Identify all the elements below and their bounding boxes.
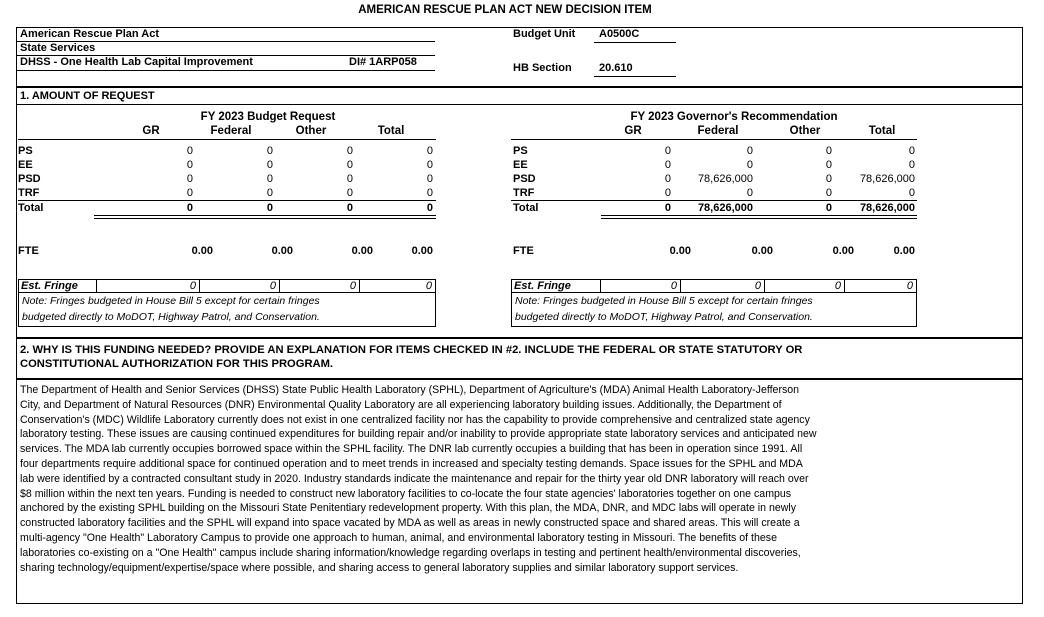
left-psd-other: 0	[346, 173, 353, 185]
explanation-line: Conservation's (MDC) Wildlife Laboratory currently does not exist in one centralized facility nor has the capability to provide comprehensive and centralized state agency	[20, 413, 810, 426]
right-ee-other: 0	[825, 159, 832, 171]
row-label-ps: PS	[18, 145, 33, 157]
left-psd-total: 0	[426, 173, 433, 185]
left-fringe-total: 0	[359, 280, 435, 292]
left-trf-federal: 0	[266, 187, 273, 199]
explanation-line: multi-agency "One Health" Laboratory Campus to provide one approach to human, animal, and environmental laboratory testing in Missouri. The benefits of these	[20, 531, 777, 544]
left-total-gr: 0	[186, 202, 193, 214]
right-ps-other: 0	[825, 145, 832, 157]
right-col-other: Other	[789, 125, 821, 137]
right-ee-total: 0	[908, 159, 915, 171]
fte-label-left: FTE	[18, 245, 39, 257]
row-label-trf: TRF	[18, 187, 40, 199]
right-ps-federal: 0	[746, 145, 753, 157]
right-row-label-total: Total	[513, 202, 539, 214]
decision-item-number: DI# 1ARP058	[349, 56, 417, 68]
right-ps-total: 0	[908, 145, 915, 157]
left-fte-total: 0.00	[411, 245, 433, 257]
funding-question-section	[16, 338, 1023, 379]
left-total-federal: 0	[266, 202, 273, 214]
right-trf-federal: 0	[746, 187, 753, 199]
right-col-total: Total	[868, 125, 896, 137]
explanation-line: laboratory testing. These issues are causing continued expenditures for building repair and/or inability to provide appropriate state laboratory services and anticipated new	[20, 428, 817, 441]
explanation-line: anchored by the existing SPHL building on the Missouri State Penitentiary redevelopment property. With this plan, the MDA, DNR, and MDC labs will operate in newly	[20, 502, 797, 515]
right-ee-federal: 0	[746, 159, 753, 171]
right-psd-federal: 78,626,000	[697, 173, 753, 185]
budget-unit-value: A0500C	[599, 28, 640, 40]
right-fringe-row	[511, 279, 917, 293]
explanation-line: $8 million within the next ten years. Funding is needed to construct new laboratory facilities to co-locate the four state agencies' laboratories together on one campus	[20, 487, 792, 500]
right-psd-total: 78,626,000	[859, 173, 915, 185]
page-title: AMERICAN RESCUE PLAN ACT NEW DECISION ITEM	[358, 4, 652, 16]
left-ee-total: 0	[426, 159, 433, 171]
fte-label-right: FTE	[513, 245, 534, 257]
left-col-federal: Federal	[210, 125, 252, 137]
right-fte-total: 0.00	[893, 245, 915, 257]
header-block	[16, 27, 1023, 87]
left-fringe-other: 0	[279, 280, 359, 292]
right-row-label-ps: PS	[513, 145, 528, 157]
left-col-total: Total	[377, 125, 405, 137]
left-trf-total: 0	[426, 187, 433, 199]
left-fringe-gr: 0	[96, 280, 199, 292]
right-trf-gr: 0	[664, 187, 671, 199]
left-psd-gr: 0	[186, 173, 193, 185]
question-line2: CONSTITUTIONAL AUTHORIZATION FOR THIS PROGRAM.	[20, 358, 334, 370]
right-total-federal: 78,626,000	[697, 202, 753, 214]
right-row-label-psd: PSD	[513, 173, 536, 185]
left-note-line2: budgeted directly to MoDOT, Highway Patrol, and Conservation.	[22, 311, 320, 323]
explanation-line: The Department of Health and Senior Services (DHSS) State Public Health Laboratory (SPHL), Department of Agriculture's (MDA) Animal Health Laboratory-Jefferson	[20, 384, 800, 396]
right-col-federal: Federal	[697, 125, 739, 137]
left-fringe-federal: 0	[199, 280, 279, 292]
right-note-line1: Note: Fringes budgeted in House Bill 5 except for certain fringes	[515, 295, 813, 307]
right-fringe-federal: 0	[680, 280, 764, 292]
explanation-line: City, and Department of Natural Resources (DNR) Environmental Quality Laboratory are all experiencing laboratory building issues. Additionally, the Department of	[20, 398, 782, 411]
funding-explanation-section	[16, 379, 1023, 604]
left-note-line1: Note: Fringes budgeted in House Bill 5 except for certain fringes	[22, 295, 320, 307]
right-total-other: 0	[825, 202, 832, 214]
question-line1: 2. WHY IS THIS FUNDING NEEDED? PROVIDE AN EXPLANATION FOR ITEMS CHECKED IN #2. INCLUDE THE FEDERAL OR STATE STATUTORY OR	[20, 344, 803, 356]
right-fringe-other: 0	[764, 280, 844, 292]
budget-unit-label: Budget Unit	[513, 28, 576, 40]
program-name: American Rescue Plan Act	[20, 28, 159, 40]
right-total-gr: 0	[664, 202, 671, 214]
right-trf-other: 0	[825, 187, 832, 199]
left-ps-federal: 0	[266, 145, 273, 157]
right-fte-gr: 0.00	[669, 245, 691, 257]
hb-section-value: 20.610	[599, 62, 633, 74]
left-col-other: Other	[295, 125, 327, 137]
right-psd-other: 0	[825, 173, 832, 185]
right-note-line2: budgeted directly to MoDOT, Highway Patrol, and Conservation.	[515, 311, 813, 323]
right-fringe-gr: 0	[600, 280, 680, 292]
right-fte-federal: 0.00	[751, 245, 773, 257]
left-ee-gr: 0	[186, 159, 193, 171]
explanation-line: laboratories co-existing on a "One Health" campus include sharing information/knowledge regarding overlaps in testing and pertinent health/environmental discoveries,	[20, 546, 801, 559]
amount-of-request-section	[16, 87, 1023, 338]
left-ps-total: 0	[426, 145, 433, 157]
right-trf-total: 0	[908, 187, 915, 199]
right-fringe-note	[511, 293, 917, 327]
funding-question	[20, 343, 992, 371]
right-total-total: 78,626,000	[859, 202, 915, 214]
left-fte-other: 0.00	[351, 245, 373, 257]
left-fringe-note	[18, 293, 436, 327]
left-fringe-row	[18, 279, 436, 293]
explanation-line: services. The MDA lab currently occupies borrowed space within the SPHL facility. The DNR lab currently occupies a building that has been in operation since 1991. All	[20, 443, 803, 456]
right-col-gr: GR	[624, 125, 642, 137]
row-label-psd: PSD	[18, 173, 41, 185]
explanation-line: four departments require additional space for continued operation and to meet trends in increased and specialty testing demands. Space issues for the SPHL and MDA	[20, 457, 803, 470]
left-fte-federal: 0.00	[271, 245, 293, 257]
row-label-total: Total	[18, 202, 44, 214]
left-trf-gr: 0	[186, 187, 193, 199]
hb-section-label: HB Section	[513, 62, 572, 74]
right-row-label-trf: TRF	[513, 187, 535, 199]
left-ps-gr: 0	[186, 145, 193, 157]
left-table-title: FY 2023 Budget Request	[200, 111, 336, 123]
left-total-other: 0	[346, 202, 353, 214]
row-label-ee: EE	[18, 159, 33, 171]
right-ee-gr: 0	[664, 159, 671, 171]
department-name: State Services	[20, 42, 96, 54]
explanation-line: lab were identified by a contracted consultant study in 2020. Industry standards indicate the maintenance and repair for the thirty year old DNR laboratory will reach over	[20, 472, 809, 485]
right-fte-other: 0.00	[832, 245, 854, 257]
left-trf-other: 0	[346, 187, 353, 199]
left-ee-other: 0	[346, 159, 353, 171]
left-col-gr: GR	[142, 125, 160, 137]
left-fte-gr: 0.00	[191, 245, 213, 257]
right-fringe-label: Est. Fringe	[514, 280, 571, 292]
decision-item-name: DHSS - One Health Lab Capital Improvement	[20, 56, 253, 68]
section1-heading: 1. AMOUNT OF REQUEST	[20, 90, 155, 102]
right-psd-gr: 0	[664, 173, 671, 185]
explanation-line: sharing technology/equipment/expertise/space where possible, and sharing access to general laboratory supplies and similar laboratory support services.	[20, 561, 739, 574]
left-ee-federal: 0	[266, 159, 273, 171]
left-ps-other: 0	[346, 145, 353, 157]
funding-explanation-text	[20, 383, 1020, 575]
right-table-title: FY 2023 Governor's Recommendation	[630, 111, 838, 123]
left-total-total: 0	[426, 202, 433, 214]
left-psd-federal: 0	[266, 173, 273, 185]
left-fringe-label: Est. Fringe	[21, 280, 78, 292]
right-row-label-ee: EE	[513, 159, 528, 171]
right-fringe-total: 0	[844, 280, 916, 292]
explanation-line: constructed laboratory facilities and the SPHL will expand into space vacated by MDA as well as areas in newly constructed space and shared areas. This will create a	[20, 517, 800, 530]
right-ps-gr: 0	[664, 145, 671, 157]
